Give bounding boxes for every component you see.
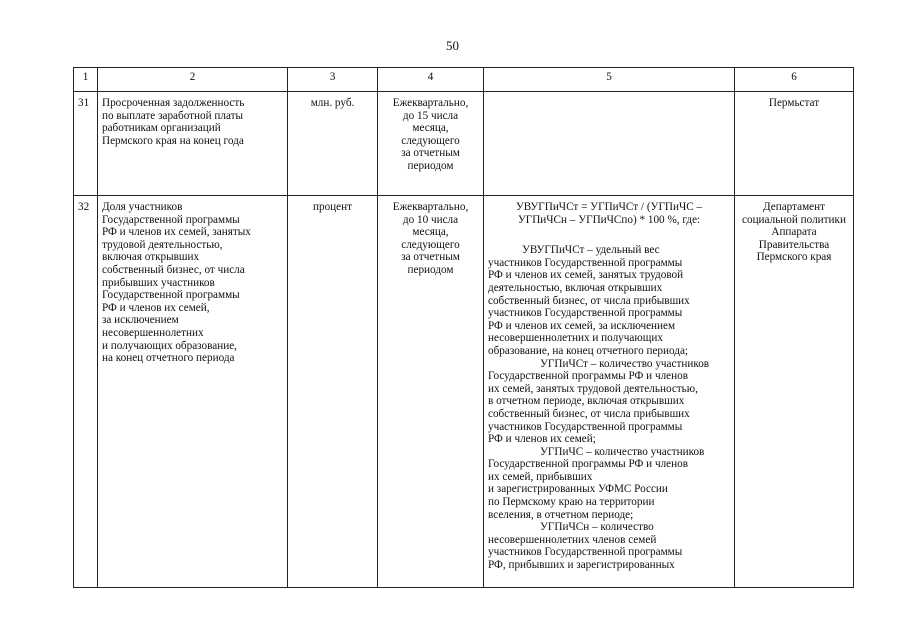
text-line: Пермьстат bbox=[768, 97, 820, 109]
text-line: включая открывших bbox=[102, 251, 200, 264]
text-line: и зарегистрированных УФМС России bbox=[488, 483, 668, 496]
text-line: месяца, bbox=[412, 122, 449, 135]
text-line: Правительства bbox=[758, 238, 830, 251]
text-line: собственный бизнес, от числа bbox=[102, 263, 245, 276]
text-line: на конец отчетного периода bbox=[102, 352, 235, 365]
formula-line: УВУГПиЧСт = УГПиЧСт / (УГПиЧС – bbox=[515, 201, 703, 213]
text-line: деятельностью, включая открывших bbox=[488, 281, 663, 294]
method-cell bbox=[484, 92, 735, 196]
text-line: месяца, bbox=[412, 226, 449, 239]
text-line: несовершеннолетних и получающих bbox=[488, 332, 663, 345]
text-line: УВУГПиЧСт – удельный вес bbox=[522, 244, 660, 257]
text-line: следующего bbox=[401, 134, 460, 147]
text-line: работникам организаций bbox=[102, 122, 221, 135]
text-line: Государственной программы bbox=[102, 289, 240, 302]
text-line: Департамент bbox=[762, 201, 826, 213]
text-line: трудовой деятельностью, bbox=[102, 238, 223, 251]
text-line: УГПиЧС – количество участников bbox=[540, 445, 705, 458]
calculation-formula bbox=[488, 201, 730, 226]
table-row bbox=[74, 92, 854, 196]
header-cell: 6 bbox=[735, 68, 854, 92]
text-line: до 10 числа bbox=[402, 213, 459, 226]
text-line: по выплате заработной платы bbox=[102, 109, 244, 122]
text-line: образование, на конец отчетного периода; bbox=[488, 344, 689, 357]
text-line: социальной политики bbox=[742, 213, 846, 226]
text-line: Доля участников bbox=[102, 201, 183, 213]
text-line: собственный бизнес, от числа прибывших bbox=[488, 294, 690, 307]
text-line: периодом bbox=[407, 263, 454, 276]
text-line: по Пермскому краю на территории bbox=[488, 496, 655, 509]
text-line: участников Государственной программы bbox=[488, 307, 683, 320]
text-line: за отчетным bbox=[401, 251, 460, 264]
header-cell: 3 bbox=[288, 68, 378, 92]
text-line: в отчетном периоде, включая открывших bbox=[488, 395, 685, 408]
row-number: 31 bbox=[74, 92, 98, 196]
text-line: Аппарата bbox=[771, 226, 817, 239]
text-line: Ежеквартально, bbox=[392, 201, 469, 213]
text-line: Государственной программы РФ и членов bbox=[488, 370, 688, 383]
source-cell bbox=[735, 196, 854, 588]
text-line: Ежеквартально, bbox=[392, 97, 469, 109]
text-line: следующего bbox=[401, 238, 460, 251]
text-line: РФ и членов их семей; bbox=[488, 433, 596, 446]
text-line: РФ и членов их семей, занятых трудовой bbox=[488, 269, 684, 282]
text-line: Государственной программы bbox=[102, 213, 240, 226]
period-cell bbox=[378, 196, 484, 588]
text-line: РФ и членов их семей, bbox=[102, 301, 210, 314]
header-cell: 4 bbox=[378, 68, 484, 92]
text-line: и получающих образование, bbox=[102, 339, 237, 352]
indicator-name bbox=[98, 92, 288, 196]
text-line: участников Государственной программы bbox=[488, 546, 683, 559]
text-line: Пермского края на конец года bbox=[102, 134, 244, 147]
source-cell bbox=[735, 92, 854, 196]
text-line: их семей, прибывших bbox=[488, 470, 593, 483]
text-line: их семей, занятых трудовой деятельностью, bbox=[488, 382, 698, 395]
page-number: 50 bbox=[446, 38, 459, 53]
text-line: периодом bbox=[407, 159, 454, 172]
formula-line: УГПиЧСн – УГПиЧСпо) * 100 %, где: bbox=[517, 213, 701, 226]
header-cell: 1 bbox=[74, 68, 98, 92]
indicator-name bbox=[98, 196, 288, 588]
header-cell: 2 bbox=[98, 68, 288, 92]
text-line: вселения, в отчетном периоде; bbox=[488, 508, 634, 521]
text-line: прибывших участников bbox=[102, 276, 215, 289]
text-line: РФ и членов их семей, занятых bbox=[102, 226, 251, 239]
text-line: до 15 числа bbox=[402, 109, 459, 122]
text-line: участников Государственной программы bbox=[488, 420, 683, 433]
method-cell bbox=[484, 196, 735, 588]
unit-cell: процент bbox=[288, 196, 378, 588]
text-line: УГПиЧСт – количество участников bbox=[540, 357, 710, 370]
header-cell: 5 bbox=[484, 68, 735, 92]
text-line: Пермского края bbox=[756, 251, 832, 264]
text-line: собственный бизнес, от числа прибывших bbox=[488, 407, 690, 420]
text-line: РФ и членов их семей, за исключением bbox=[488, 319, 676, 332]
text-line: за отчетным bbox=[401, 147, 460, 160]
row-number: 32 bbox=[74, 196, 98, 588]
table-header-row bbox=[74, 68, 854, 92]
text-line: несовершеннолетних bbox=[102, 326, 204, 339]
text-line: РФ, прибывших и зарегистрированных bbox=[488, 559, 675, 572]
text-line: Просроченная задолженность bbox=[102, 97, 245, 109]
unit-cell: млн. руб. bbox=[288, 92, 378, 196]
indicators-table bbox=[73, 67, 854, 588]
text-line: УГПиЧСн – количество bbox=[540, 521, 654, 534]
table-row bbox=[74, 196, 854, 588]
text-line: за исключением bbox=[102, 314, 179, 327]
text-line: несовершеннолетних членов семей bbox=[488, 533, 657, 546]
text-line: Государственной программы РФ и членов bbox=[488, 458, 688, 471]
period-cell bbox=[378, 92, 484, 196]
text-line: участников Государственной программы bbox=[488, 256, 683, 269]
